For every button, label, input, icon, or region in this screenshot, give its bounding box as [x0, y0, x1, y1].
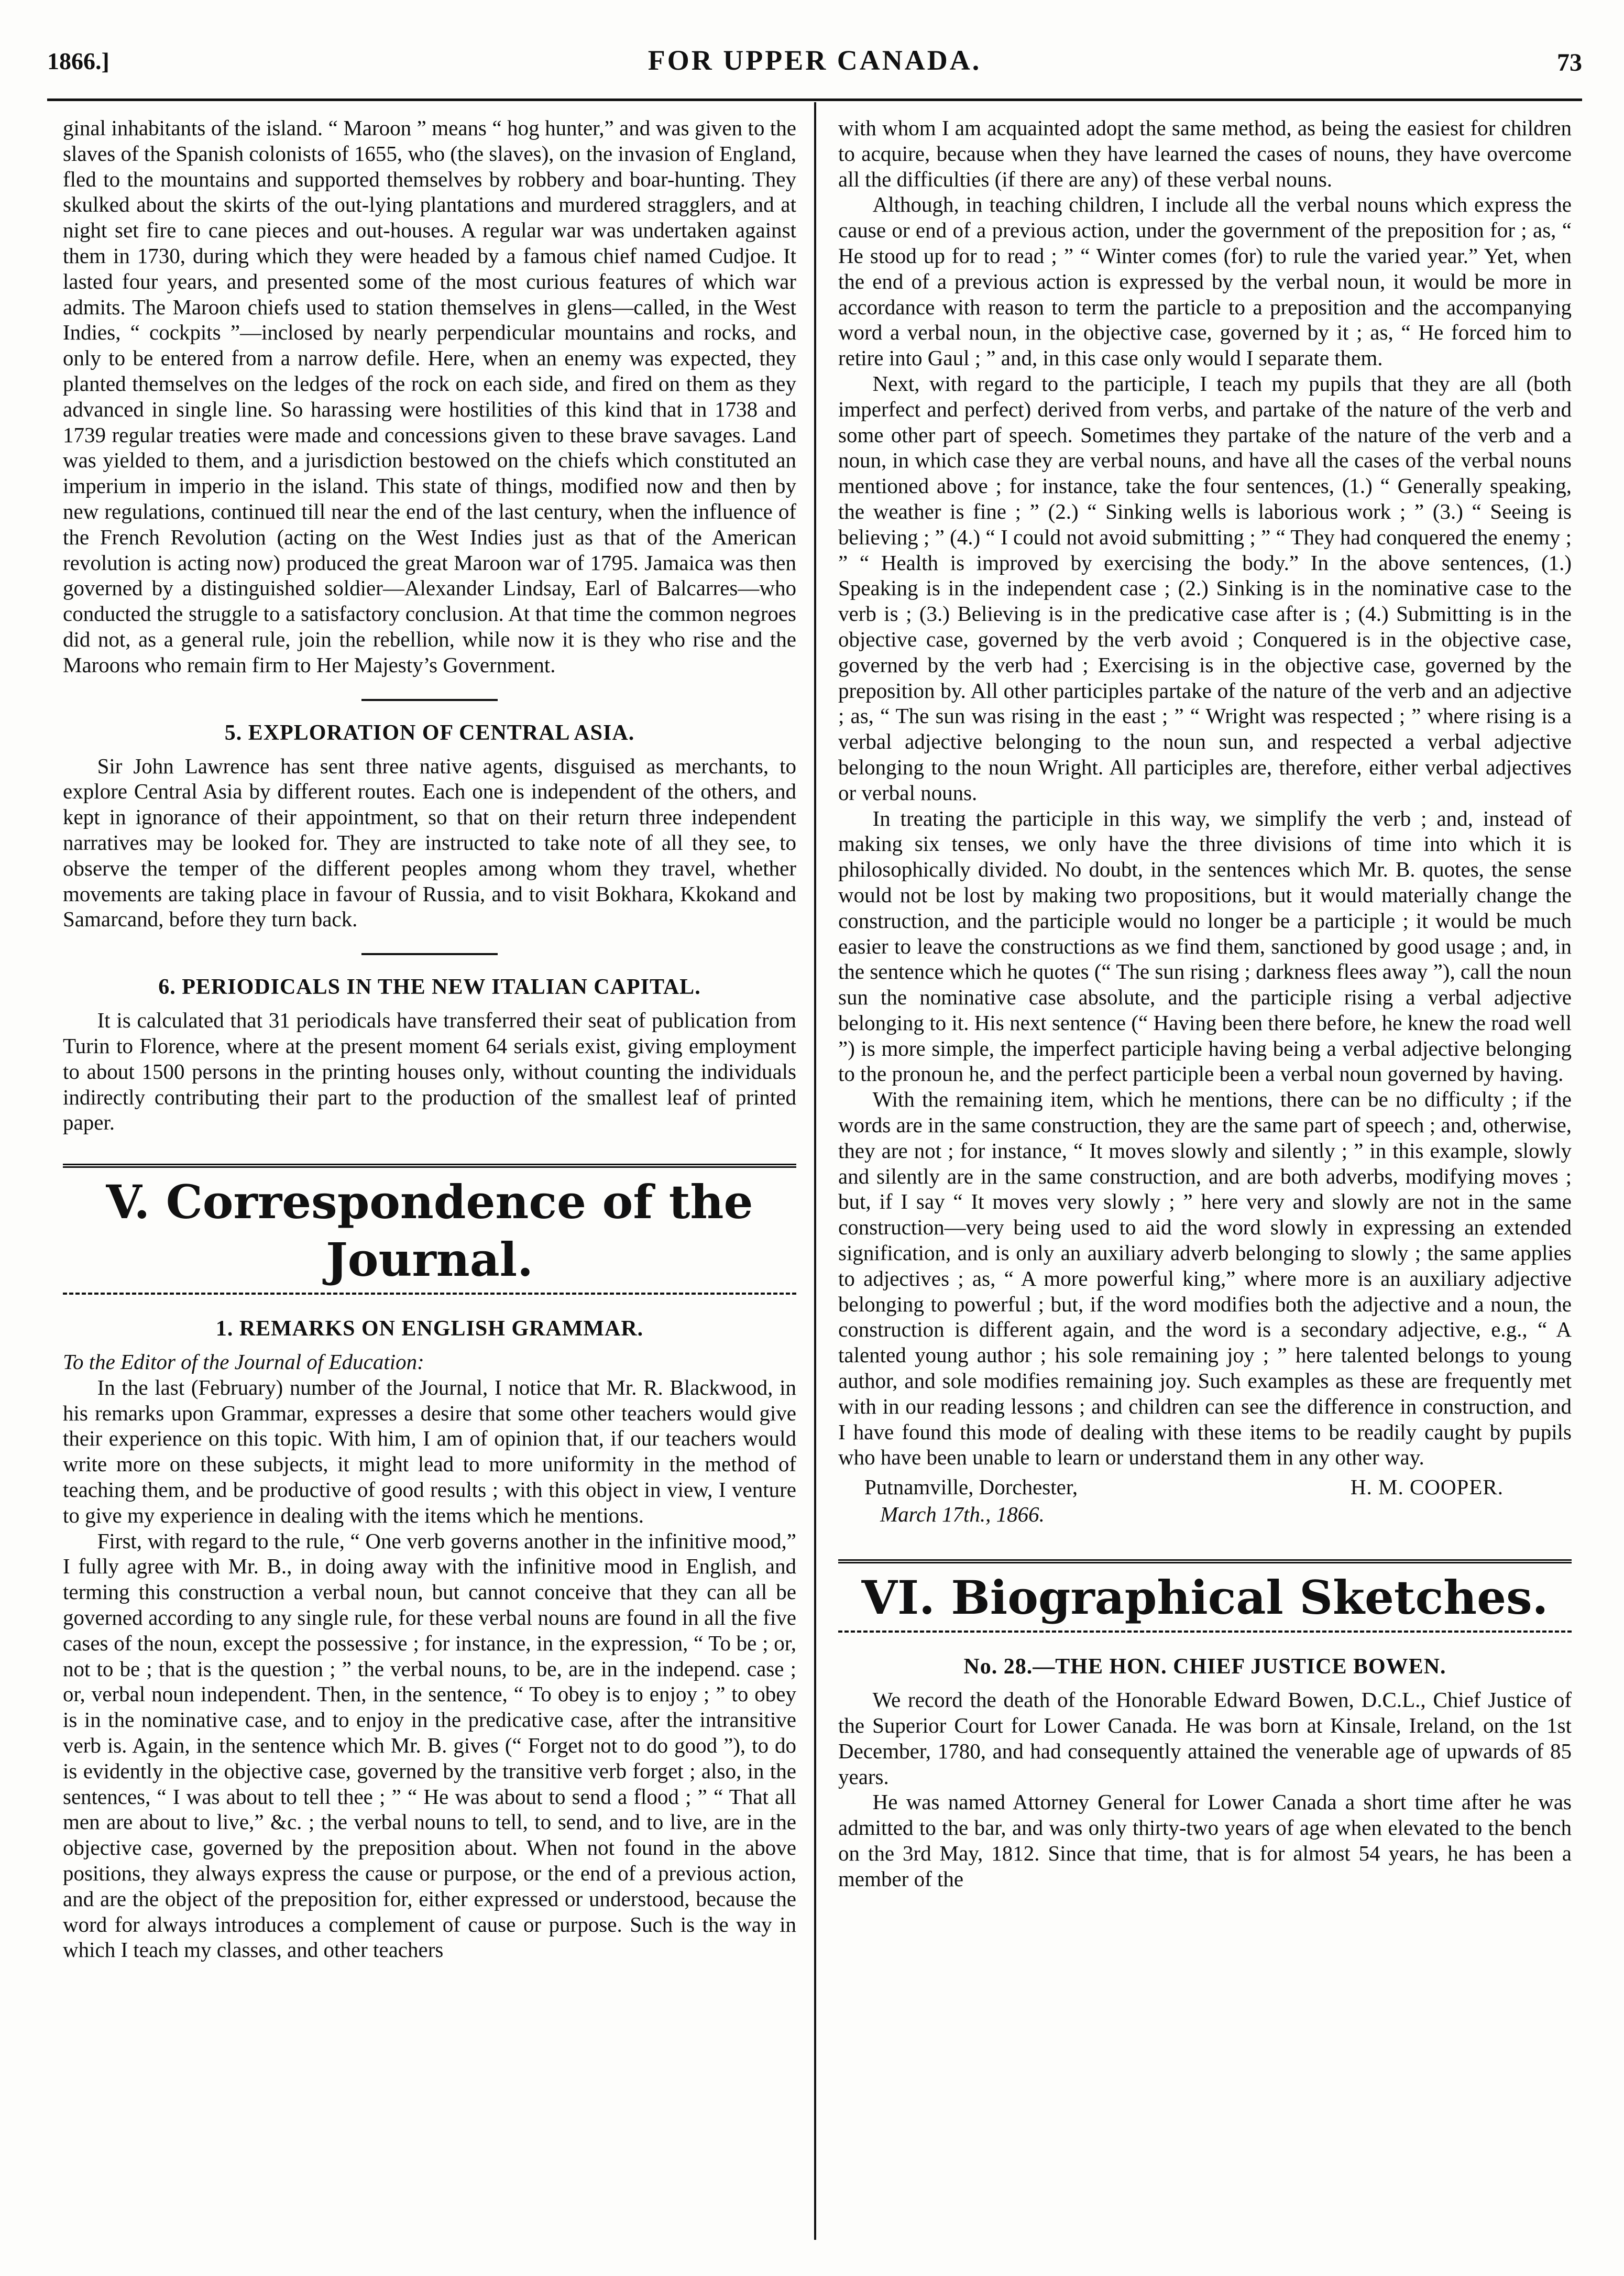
- section-heading-periodicals: 6. PERIODICALS IN THE NEW ITALIAN CAPITAL.: [158, 975, 701, 1000]
- page-number: 73: [1557, 49, 1582, 76]
- part-v-title: V. Correspondence of the Journal.: [106, 1175, 753, 1287]
- section-rule: [361, 699, 498, 701]
- header-title: FOR UPPER CANADA.: [648, 45, 982, 76]
- letter-salutation: To the Editor of the Journal of Education:: [63, 1350, 424, 1374]
- running-head: [47, 37, 1582, 84]
- part-vi-banner: [838, 1559, 1572, 1635]
- grammar-paragraph-3: Although, in teaching children, I include all the verbal nouns which express the cause or end of a previous action, under the government of the preposition for ; as, “ He stood up for to read ; ” “ Winter comes (for) to rule the varied year.” Yet, when the end of a previous action is expressed by the verbal noun, it would be more in accordance with reason to term the particle to a preposition and the accompanying word a verbal noun, in the objective case, governed by it ; as, “ He forced him to retire into Gaul ; ” and, in this case only would I separate them.: [838, 192, 1572, 370]
- grammar-paragraph-6: With the remaining item, which he mentions, there can be no difficulty ; if the words are in the same construction, they are the same part of speech ; and, otherwise, they are not ; for instance, “ It moves slowly and silently ; ” in this example, slowly and silently are in the same construction, and are both adverbs, modifying moves ; but, if I say “ It moves very slowly ; ” here very and slowly are not in the same construction—very being used to aid the word slowly in expressing an extended signification, and is only an auxiliary adverb belonging to slowly ; the same applies to adjectives ; as, “ A more powerful king,” where more is an auxiliary adjective belonging to powerful ; but, if the word modifies both the adjective and a noun, the construction is different again, and the word is a secondary adjective, e.g., “ A talented young author ; his sole remaining joy ; ” here talented belongs to young author, and sole modifies remaining joy. Such examples as these are frequently met with in our reading lessons ; and children can see the difference in construction, and I have found this mode of dealing with these items to be readily caught by pupils who have been unable to learn or understand them in any other way.: [838, 1087, 1572, 1470]
- column-divider: [814, 102, 816, 2240]
- signature-name: H. M. COOPER.: [1350, 1475, 1504, 1500]
- journal-page: [47, 37, 1582, 2248]
- part-vi-title: VI. Biographical Sketches.: [861, 1570, 1549, 1625]
- banner-rule-top: [63, 1164, 796, 1170]
- header-rule: [47, 99, 1582, 101]
- banner-rule-top: [838, 1559, 1572, 1566]
- section-heading-grammar: 1. REMARKS ON ENGLISH GRAMMAR.: [215, 1317, 644, 1341]
- central-asia-paragraph: Sir John Lawrence has sent three native agents, disguised as merchants, to explore Central Asia by different routes. Each one is independent of the others, and kept in ignorance of their appointment, so that on their return three independent narratives may be looked for. They are instructed to take note of all they see, to observe the temper of the different peoples among whom they travel, whether movements are taking place in favour of Russia, and to visit Bokhara, Kkokand and Samarcand, before they turn back.: [63, 753, 796, 932]
- grammar-paragraph-5: In treating the participle in this way, we simplify the verb ; and, instead of making six tenses, we only have the three divisions of time into which it is philosophically divided. No doubt, in the sentences which Mr. B. quotes, the sense would not be lost by making two propositions, but it would materially change the construction, and the participle would no longer be a participle ; it would be much easier to leave the constructions as we find them, sanctioned by good usage ; and, in the sentence which he quotes (“ The sun rising ; darkness flees away ”), call the noun sun the nominative case absolute, and the participle rising a verbal adjective belonging to it. His next sentence (“ Having been there before, he knew the road well ”) is more simple, the imperfect participle having being a verbal adjective belonging to the pronoun he, and the perfect participle been a verbal noun governed by having.: [838, 806, 1572, 1086]
- section-heading-central-asia: 5. EXPLORATION OF CENTRAL ASIA.: [224, 720, 635, 745]
- bowen-paragraph-1: We record the death of the Honorable Edward Bowen, D.C.L., Chief Justice of the Superior Court for Lower Canada. He was born at Kinsale, Ireland, on the 1st December, 1780, and had consequently attained the venerable age of upwards of 85 years.: [838, 1688, 1572, 1789]
- banner-rule-bottom: [838, 1631, 1572, 1635]
- banner-rule-bottom: [63, 1293, 796, 1297]
- header-year: 1866.]: [47, 48, 109, 74]
- maroon-paragraph: ginal inhabitants of the island. “ Maroon ” means “ hog hunter,” and was given to the slaves of the Spanish colonists of 1655, who (the slaves), on the invasion of England, fled to the mountains and supported themselves by robbery and boar-hunting. They skulked about the skirts of the out-lying plantations and murdered stragglers, and at night set fire to cane pieces and out-houses. A regular war was undertaken against them in 1730, during which they were headed by a famous chief named Cudjoe. It lasted four years, and presented some of the most curious features of which war admits. The Maroon chiefs used to station themselves in glens—called, in the West Indies, “ cockpits ”—inclosed by nearly perpendicular mountains and rocks, and only to be entered from a narrow defile. Here, when an enemy was expected, they planted themselves on the ledges of the rock on each side, and fired on them as they advanced in single line. So harassing were hostilities of this kind that in 1738 and 1739 regular treaties were made and concessions given to these brave savages. Land was yielded to them, and a jurisdiction bestowed on the chiefs which constituted an imperium in imperio in the island. This state of things, modified now and then by new regulations, continued till near the end of the last century, when the influence of the French Revolution (acting on the West Indies just as that of the American revolution is acting now) produced the great Maroon war of 1795. Jamaica was then governed by a distinguished soldier—Alexander Lindsay, Earl of Balcarres—who conducted the struggle to a satisfactory conclusion. At that time the common negroes did not, as a general rule, join the rebellion, while now it is they who rise and the Maroons who remain firm to Her Majesty’s Government.: [63, 116, 796, 677]
- part-v-banner: [63, 1164, 796, 1297]
- right-column: [838, 115, 1572, 1892]
- signature-date: March 17th., 1866.: [880, 1502, 1045, 1527]
- section-heading-bowen: No. 28.—THE HON. CHIEF JUSTICE BOWEN.: [963, 1655, 1446, 1679]
- left-column: [63, 115, 796, 1963]
- grammar-paragraph-1: In the last (February) number of the Journal, I notice that Mr. R. Blackwood, in his remarks upon Grammar, expresses a desire that some other teachers would give their experience on this topic. With him, I am of opinion that, if our teachers would write more on these subjects, it might lead to more uniformity in the method of teaching them, and be productive of good results ; with this object in view, I venture to give my experience in dealing with the items which he mentions.: [63, 1375, 796, 1527]
- grammar-paragraph-4: Next, with regard to the participle, I teach my pupils that they are all (both imperfect and perfect) derived from verbs, and partake of the nature of the verb and some other part of speech. Sometimes they partake of the nature of the verb and a noun, in which case they are verbal nouns, and have all the cases of the verbal nouns mentioned above ; for instance, take the four sentences, (1.) “ Generally speaking, the weather is fine ; ” (2.) “ Sinking wells is laborious work ; ” (3.) “ Seeing is believing ; ” (4.) “ I could not avoid submitting ; ” “ They had conquered the enemy ; ” “ Health is improved by exercising the body.” In the above sentences, (1.) Speaking is in the independent case ; (2.) Sinking is in the nominative case to the verb is ; (3.) Believing is in the predicative case after is ; (4.) Submitting is in the objective case, governed by the verb avoid ; Conquered is in the objective case, governed by the verb had ; Exercising is in the objective case, governed by the preposition by. All other participles partake of the nature of the verb and an adjective ; as, “ The sun was rising in the east ; ” “ Wright was respected ; ” where rising is a verbal adjective belonging to the noun sun, and respected a verbal adjective belonging to the noun Wright. All participles are, therefore, either verbal adjectives or verbal nouns.: [838, 371, 1572, 805]
- section-rule: [361, 953, 498, 955]
- grammar-paragraph-2: First, with regard to the rule, “ One verb governs another in the infinitive mood,” I fully agree with Mr. B., in doing away with the infinitive mood in English, and terming this construction a verbal noun, but cannot conceive that they can all be governed according to any single rule, for these verbal nouns are found in all the five cases of the noun, except the possessive ; for instance, in the expression, “ To be ; or, not to be ; that is the question ; ” the verbal nouns, to be, are in the independ. case ; or, verbal noun independent. Then, in the sentence, “ To obey is to enjoy ; ” to obey is in the nominative case, and to enjoy in the predicative case, after the intransitive verb is. Again, in the sentence which Mr. B. gives (“ Forget not to do good ”), to do is evidently in the objective case, governed by the transitive verb forget ; also, in the sentences, “ I was about to tell thee ; ” “ He was about to send a flood ; ” “ That all men are about to live,” &c. ; the verbal nouns to tell, to send, and to live, are in the objective case, governed by the preposition about. When not found in the above positions, they always express the cause or purpose, or the end of a previous action, and are the object of the preposition for, either expressed or understood, because the word for always introduces a complement of cause or purpose. Such is the way in which I teach my classes, and other teachers: [63, 1528, 796, 1962]
- signature-place: Putnamville, Dorchester,: [864, 1475, 1078, 1500]
- letter-signature: [838, 1473, 1572, 1531]
- bowen-paragraph-2: He was named Attorney General for Lower Canada a short time after he was admitted to the bar, and was only thirty-two years of age when elevated to the bench on the 3rd May, 1812. Since that time, that is for almost 54 years, he has been a member of the: [838, 1790, 1572, 1891]
- periodicals-paragraph: It is calculated that 31 periodicals have transferred their seat of publication from Turin to Florence, where at the present moment 64 serials exist, giving employment to about 1500 persons in the printing houses only, without counting the individuals indirectly contributing their part to the production of the smallest leaf of printed paper.: [63, 1008, 796, 1135]
- grammar-paragraph-continued: with whom I am acquainted adopt the same method, as being the easiest for children to acquire, because when they have learned the cases of nouns, they have overcome all the difficulties (if there are any) of these verbal nouns.: [838, 116, 1572, 191]
